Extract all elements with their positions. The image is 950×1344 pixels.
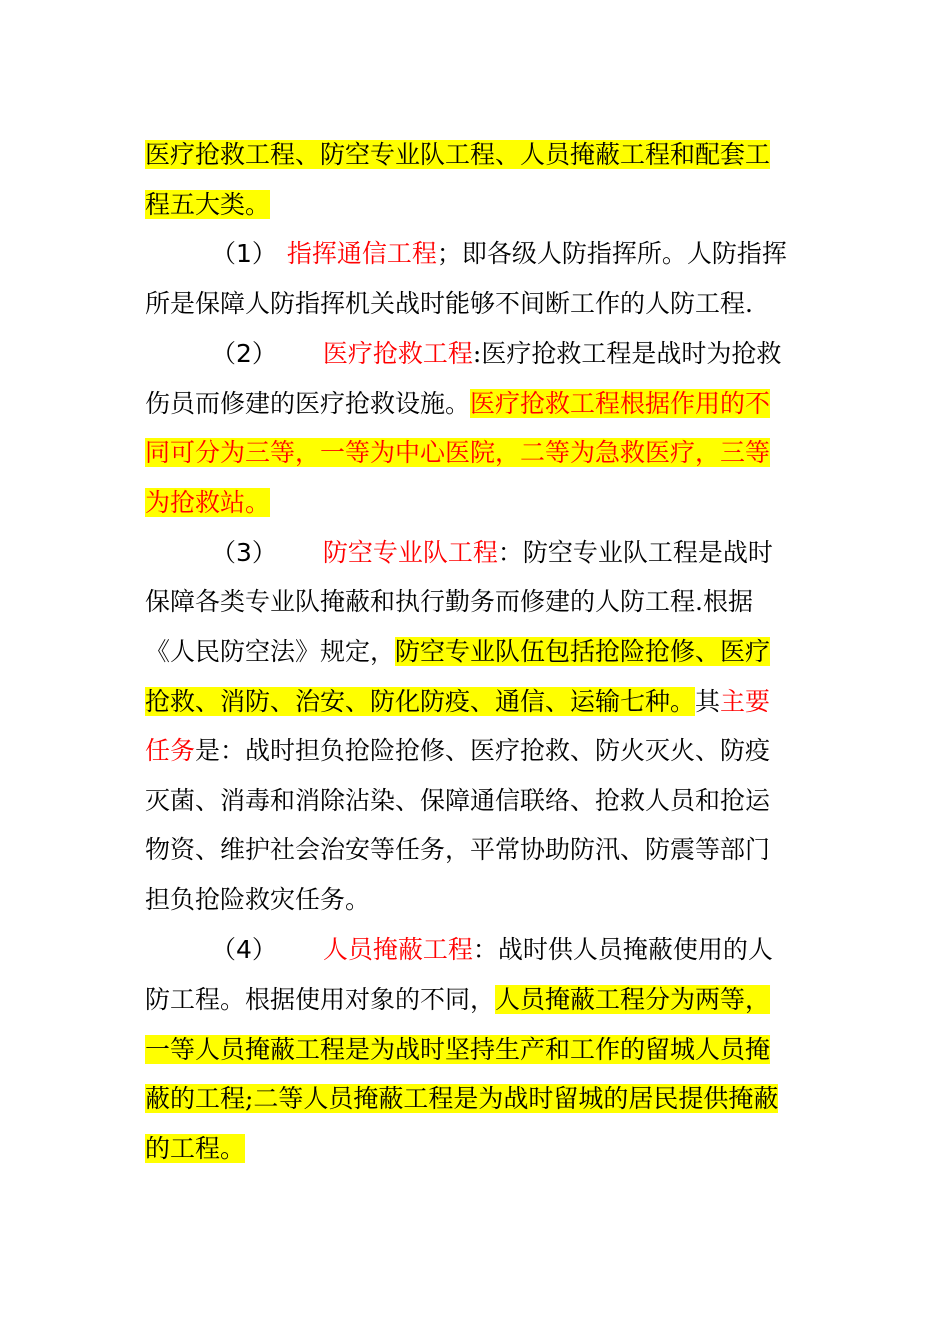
item1-number: （1） xyxy=(211,239,277,268)
item2-line-4 xyxy=(145,483,270,523)
item3-text: 是：战时担负抢险抢修、医疗抢救、防火灭火、防疫 xyxy=(195,736,771,765)
item4-number: （4） xyxy=(211,935,277,964)
highlighted-text: 医疗抢救工程、防空专业队工程、人员掩蔽工程和配套工 xyxy=(145,140,771,169)
item3-line-4 xyxy=(145,682,770,722)
highlighted-text: 为抢救站。 xyxy=(145,488,271,517)
item2-line-1 xyxy=(211,334,781,374)
item2-number: （2） xyxy=(211,339,277,368)
item3-line-3 xyxy=(145,632,770,672)
item2-text: :医疗抢救工程是战时为抢救 xyxy=(472,339,782,368)
item4-line-3 xyxy=(145,1030,770,1070)
item2-line-2 xyxy=(145,384,770,424)
item4-line-2 xyxy=(145,980,770,1020)
item3-line-8 xyxy=(145,880,370,920)
item3-text: 担负抢险救灾任务。 xyxy=(145,885,371,914)
highlighted-text: 一等人员掩蔽工程是为战时坚持生产和工作的留城人员掩 xyxy=(145,1035,771,1064)
item1-line-2 xyxy=(145,284,753,324)
item3-line-6 xyxy=(145,781,770,821)
highlighted-text: 抢救、消防、治安、防化防疫、通信、运输七种。 xyxy=(145,687,696,716)
highlighted-text: 医疗抢救工程根据作用的不 xyxy=(470,389,771,418)
item4-text: 防工程。根据使用对象的不同， xyxy=(145,985,496,1014)
item3-line-7 xyxy=(145,830,770,870)
item3-text: 物资、维护社会治安等任务，平常协助防汛、防震等部门 xyxy=(145,835,771,864)
intro-line-2 xyxy=(145,185,270,225)
item2-text: 伤员而修建的医疗抢救设施。 xyxy=(145,389,471,418)
item3-red-text: 任务 xyxy=(145,736,196,765)
item1-text: ；即各级人防指挥所。人防指挥 xyxy=(436,239,787,268)
item2-title: 医疗抢救工程 xyxy=(322,339,473,368)
item4-line-4 xyxy=(145,1079,778,1119)
intro-line-1 xyxy=(145,135,770,175)
item2-line-3 xyxy=(145,433,770,473)
item4-line-1 xyxy=(211,930,773,970)
item4-line-5 xyxy=(145,1129,245,1169)
item4-text: ：战时供人员掩蔽使用的人 xyxy=(472,935,773,964)
highlighted-text: 同可分为三等，一等为中心医院，二等为急救医疗，三等 xyxy=(145,438,771,467)
item1-title: 指挥通信工程 xyxy=(286,239,437,268)
item3-line-1 xyxy=(211,533,773,573)
highlighted-text: 的工程。 xyxy=(145,1134,246,1163)
item3-red-text: 主要 xyxy=(720,687,771,716)
item3-text: 《人民防空法》规定， xyxy=(145,637,396,666)
highlighted-text: 防空专业队伍包括抢险抢修、医疗 xyxy=(395,637,771,666)
item3-line-5 xyxy=(145,731,770,771)
item3-text: 保障各类专业队掩蔽和执行勤务而修建的人防工程.根据 xyxy=(145,587,753,616)
item3-text: 其 xyxy=(695,687,721,716)
item3-text: 灭菌、消毒和消除沾染、保障通信联络、抢救人员和抢运 xyxy=(145,786,771,815)
item3-line-2 xyxy=(145,582,753,622)
highlighted-text: 蔽的工程;二等人员掩蔽工程是为战时留城的居民提供掩蔽 xyxy=(145,1084,779,1113)
item3-number: （3） xyxy=(211,538,277,567)
item4-title: 人员掩蔽工程 xyxy=(322,935,473,964)
item3-text: ：防空专业队工程是战时 xyxy=(497,538,773,567)
item1-line-1 xyxy=(211,234,787,274)
highlighted-text: 程五大类。 xyxy=(145,190,271,219)
item3-title: 防空专业队工程 xyxy=(322,538,498,567)
highlighted-text: 人员掩蔽工程分为两等， xyxy=(495,985,771,1014)
item1-text: 所是保障人防指挥机关战时能够不间断工作的人防工程. xyxy=(145,289,753,318)
